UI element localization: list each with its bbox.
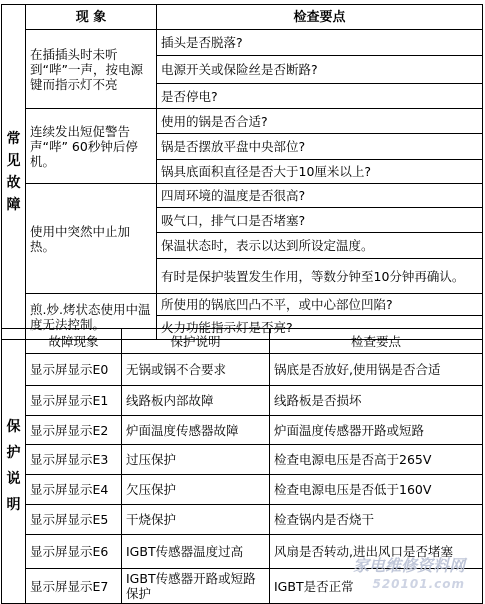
fault-cell: 显示屏显示E0 xyxy=(26,354,122,386)
check-cell: 锅具底面积直径是否大于10厘米以上? xyxy=(157,160,483,184)
fault-cell: 显示屏显示E3 xyxy=(26,445,122,475)
protection-check-cell: IGBT是否正常 xyxy=(270,569,483,604)
desc-cell: 炉面温度传感器故障 xyxy=(122,416,270,445)
desc-cell: IGBT传感器温度过高 xyxy=(122,535,270,569)
symptom-cell: 使用中突然中止加热。 xyxy=(26,184,157,294)
check-cell: 插头是否脱落? xyxy=(157,30,483,56)
check-header: 检查要点 xyxy=(157,5,483,30)
symptom-cell: 连续发出短促警告声“哔” 60秒钟后停机。 xyxy=(26,109,157,184)
check-cell: 火力功能指示灯是否亮? xyxy=(157,316,483,340)
protection-table xyxy=(1,328,483,604)
check-cell: 吸气口，排气口是否堵塞? xyxy=(157,208,483,233)
symptom-cell: 煎.炒.烤状态使用中温度无法控制。 xyxy=(26,294,157,340)
protection-check-cell: 检查锅内是否烧干 xyxy=(270,505,483,535)
fault-cell: 显示屏显示E4 xyxy=(26,475,122,505)
common-faults-side-label: 常见故障 xyxy=(2,5,26,340)
desc-cell: 线路板内部故障 xyxy=(122,386,270,416)
desc-cell: 无锅或锅不合要求 xyxy=(122,354,270,386)
check-cell: 电源开关或保险丝是否断路? xyxy=(157,56,483,84)
fault-cell: 显示屏显示E2 xyxy=(26,416,122,445)
fault-cell: 显示屏显示E5 xyxy=(26,505,122,535)
desc-cell: 干烧保护 xyxy=(122,505,270,535)
check-cell: 是否停电? xyxy=(157,84,483,109)
protection-check-cell: 锅底是否放好,使用锅是否合适 xyxy=(270,354,483,386)
desc-header: 保护说明 xyxy=(122,329,270,354)
fault-cell: 显示屏显示E7 xyxy=(26,569,122,604)
check-cell: 四周环境的温度是否很高? xyxy=(157,184,483,208)
protection-check-cell: 线路板是否损坏 xyxy=(270,386,483,416)
fault-cell: 显示屏显示E1 xyxy=(26,386,122,416)
protection-check-cell: 风扇是否转动,进出风口是否堵塞 xyxy=(270,535,483,569)
fault-cell: 显示屏显示E6 xyxy=(26,535,122,569)
desc-cell: 过压保护 xyxy=(122,445,270,475)
desc-cell: IGBT传感器开路或短路保护 xyxy=(122,569,270,604)
check-cell: 所使用的锅底凹凸不平，或中心部位凹陷? xyxy=(157,294,483,316)
protection-check-cell: 炉面温度传感器开路或短路 xyxy=(270,416,483,445)
check-cell: 锅是否摆放平盘中央部位? xyxy=(157,134,483,160)
check-cell: 有时是保护装置发生作用，等数分钟至10分钟再确认。 xyxy=(157,259,483,294)
symptom-header: 现 象 xyxy=(26,5,157,30)
check-cell: 使用的锅是否合适? xyxy=(157,109,483,134)
protection-check-cell: 检查电源电压是否低于160V xyxy=(270,475,483,505)
fault-header: 故障现象 xyxy=(26,329,122,354)
protection-side-label: 保护说明 xyxy=(2,329,26,604)
protection-check-header: 检查要点 xyxy=(270,329,483,354)
protection-check-cell: 检查电源电压是否高于265V xyxy=(270,445,483,475)
common-faults-table xyxy=(1,4,483,340)
symptom-cell: 在插插头时未听到“哔”一声，按电源键而指示灯不亮 xyxy=(26,30,157,109)
watermark-text: 家电维修资料网 xyxy=(352,556,465,575)
watermark-url: 520101.com xyxy=(372,577,465,591)
check-cell: 保温状态时，表示以达到所设定温度。 xyxy=(157,233,483,259)
desc-cell: 欠压保护 xyxy=(122,475,270,505)
